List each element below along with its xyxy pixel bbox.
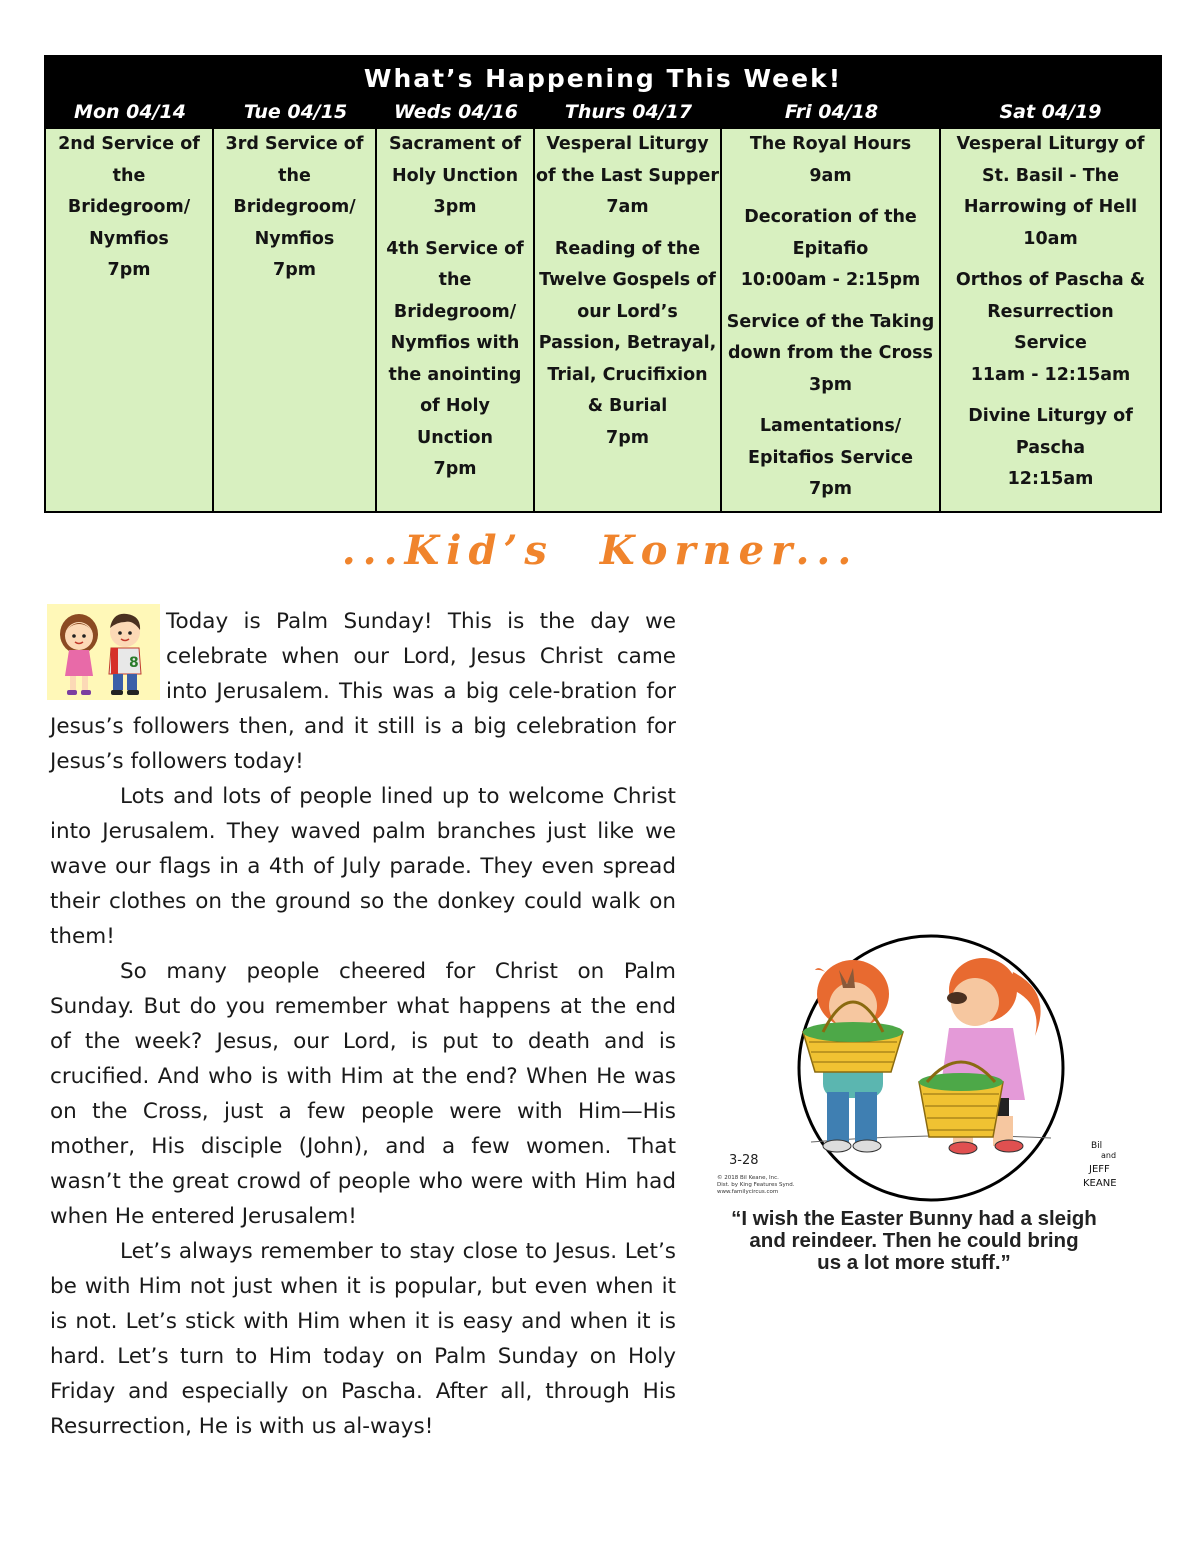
story-paragraph-4: Let’s always remember to stay close to Jesus. Let’s be with Him not just when it is popular, but even when it is not. Let’s stick with Him when it is easy and when it is hard. Let’s turn to Him today on Palm Sunday on Holy Friday and especially on Pascha. After all, through His Resurrection, He is with us al-ways! — [50, 1239, 676, 1439]
cartoon-signature: Bil — [1091, 1141, 1103, 1151]
day-header: Fri 04/18 — [784, 101, 879, 123]
event-line: Vesperal Liturgy of — [956, 134, 1145, 154]
event-line: Divine Liturgy of — [968, 406, 1133, 426]
event-time: 7am — [606, 197, 649, 217]
kids-clipart-image — [47, 604, 160, 700]
event-line: Holy Unction — [391, 165, 519, 186]
event-line: The Royal Hours — [749, 134, 912, 154]
day-header: Weds 04/16 — [394, 101, 518, 123]
story-paragraph-3: So many people cheered for Christ on Palm Sunday. But do you remember what happens at the end of the week? Jesus, our Lord, is put to death and is crucified. And who is with Him at the end? When He was on the Cross, just a few people were with Him—His mother, His disciple (John), and a few women. That wasn’t the great crowd of people who were with Him had when He entered Jerusalem! — [50, 959, 676, 1229]
cartoon-copyright: © 2018 Bil Keane, Inc. — [717, 1175, 779, 1181]
event-line: Bridegroom/ — [393, 301, 517, 322]
event-line: down from the Cross — [728, 343, 933, 363]
cartoon-signature: KEANE — [1083, 1178, 1117, 1189]
story-paragraph-1: Today is Palm Sunday! This is the day we celebrate when our Lord, Jesus Christ came into Jerusalem. This was a big cele-bration for Jesus’s followers then, and it still is a big celebration for Jesus’s followers today! — [50, 609, 676, 774]
event-line: Service — [1014, 333, 1087, 353]
event-line: Bridegroom/ — [67, 197, 191, 217]
cartoon-signature: and — [1101, 1151, 1117, 1160]
event-line: Nymfios — [254, 228, 335, 249]
event-line: the anointing — [388, 364, 522, 385]
event-line: Decoration of the — [744, 207, 917, 227]
kids-korner-title-left: ...Kid’s — [341, 527, 554, 574]
event-time: 7pm — [107, 260, 151, 280]
event-time: 11am - 12:15am — [970, 364, 1131, 385]
event-line: our Lord’s — [577, 301, 678, 322]
cartoon-copyright: www.familycircus.com — [717, 1189, 779, 1195]
cartoon-signature: JEFF — [1089, 1164, 1110, 1175]
event-line: 3rd Service of — [225, 134, 364, 154]
schedule-cell-sat — [941, 129, 1160, 511]
event-line: of the Last Supper — [536, 165, 719, 186]
event-line: Trial, Crucifixion — [547, 364, 708, 385]
story-paragraph-2: Lots and lots of people lined up to welcome Christ into Jerusalem. They waved palm branches just like we wave our flags in a 4th of July parade. They even spread their clothes on the ground so the donkey could walk on them! — [50, 784, 676, 949]
event-line: the — [438, 270, 472, 290]
event-line: Nymfios with — [390, 333, 520, 353]
event-line: the — [112, 165, 146, 186]
event-line: the — [278, 165, 311, 186]
schedule-cell-wed — [377, 129, 535, 511]
schedule-cell-tue — [214, 129, 377, 511]
schedule-cell-thu — [535, 129, 722, 511]
event-line: Reading of the — [554, 238, 701, 259]
event-line: Epitafio — [792, 238, 869, 259]
event-line: Lamentations/ — [759, 416, 902, 436]
event-line: of Holy — [420, 396, 490, 416]
schedule-table — [44, 55, 1162, 513]
event-time: 9am — [809, 165, 852, 186]
event-line: Orthos of Pascha & — [955, 270, 1146, 290]
day-header: Tue 04/15 — [243, 101, 348, 123]
event-time: 7pm — [273, 260, 316, 280]
schedule-body — [46, 129, 1160, 511]
event-line: Epitafios Service — [748, 447, 913, 468]
schedule-cell-fri — [722, 129, 941, 511]
day-header: Mon 04/14 — [74, 101, 186, 123]
day-header: Thurs 04/17 — [564, 101, 693, 123]
event-line: Resurrection — [987, 301, 1114, 322]
caption-line: “I wish the Easter Bunny had a sleigh — [731, 1207, 1097, 1230]
event-time: 10am — [1023, 228, 1078, 249]
schedule-header — [46, 57, 1160, 129]
event-line: 2nd Service of — [58, 134, 200, 154]
caption-line: us a lot more stuff.” — [817, 1251, 1011, 1274]
event-line: Service of the Taking — [726, 311, 935, 332]
schedule-title: What’s Happening This Week! — [363, 64, 843, 93]
kids-korner-title-right: Korner... — [599, 527, 859, 574]
event-line: Nymfios — [89, 228, 169, 249]
event-line: 4th Service of — [386, 238, 524, 259]
event-time: 3pm — [809, 374, 852, 395]
kids-korner-title — [0, 527, 1200, 574]
event-time: 10:00am - 2:15pm — [740, 270, 921, 290]
cartoon-date: 3-28 — [729, 1153, 759, 1168]
event-line: Pascha — [1015, 437, 1086, 458]
event-time: 3pm — [433, 197, 477, 217]
event-time: 7pm — [809, 479, 852, 499]
event-line: Passion, Betrayal, — [538, 333, 717, 353]
event-line: St. Basil - The — [982, 165, 1119, 186]
schedule-cell-mon — [46, 129, 214, 511]
event-line: Bridegroom/ — [233, 197, 356, 217]
event-line: & Burial — [587, 396, 668, 416]
event-line: Unction — [417, 427, 493, 448]
event-time: 7pm — [433, 459, 477, 479]
event-line: Sacrament of — [389, 134, 521, 154]
svg-text:8: 8 — [129, 655, 139, 671]
cartoon-caption — [700, 1208, 1128, 1274]
story-text — [50, 604, 676, 1444]
event-time: 7pm — [606, 427, 649, 448]
event-time: 12:15am — [1007, 469, 1094, 489]
event-line: Twelve Gospels of — [539, 270, 716, 290]
cartoon-copyright: Dist. by King Features Synd. — [717, 1182, 795, 1188]
caption-line: and reindeer. Then he could bring — [749, 1229, 1079, 1252]
day-header-row — [46, 98, 1160, 128]
event-line: Vesperal Liturgy — [546, 134, 709, 154]
event-line: Harrowing of Hell — [963, 197, 1138, 217]
day-header: Sat 04/19 — [999, 101, 1102, 123]
